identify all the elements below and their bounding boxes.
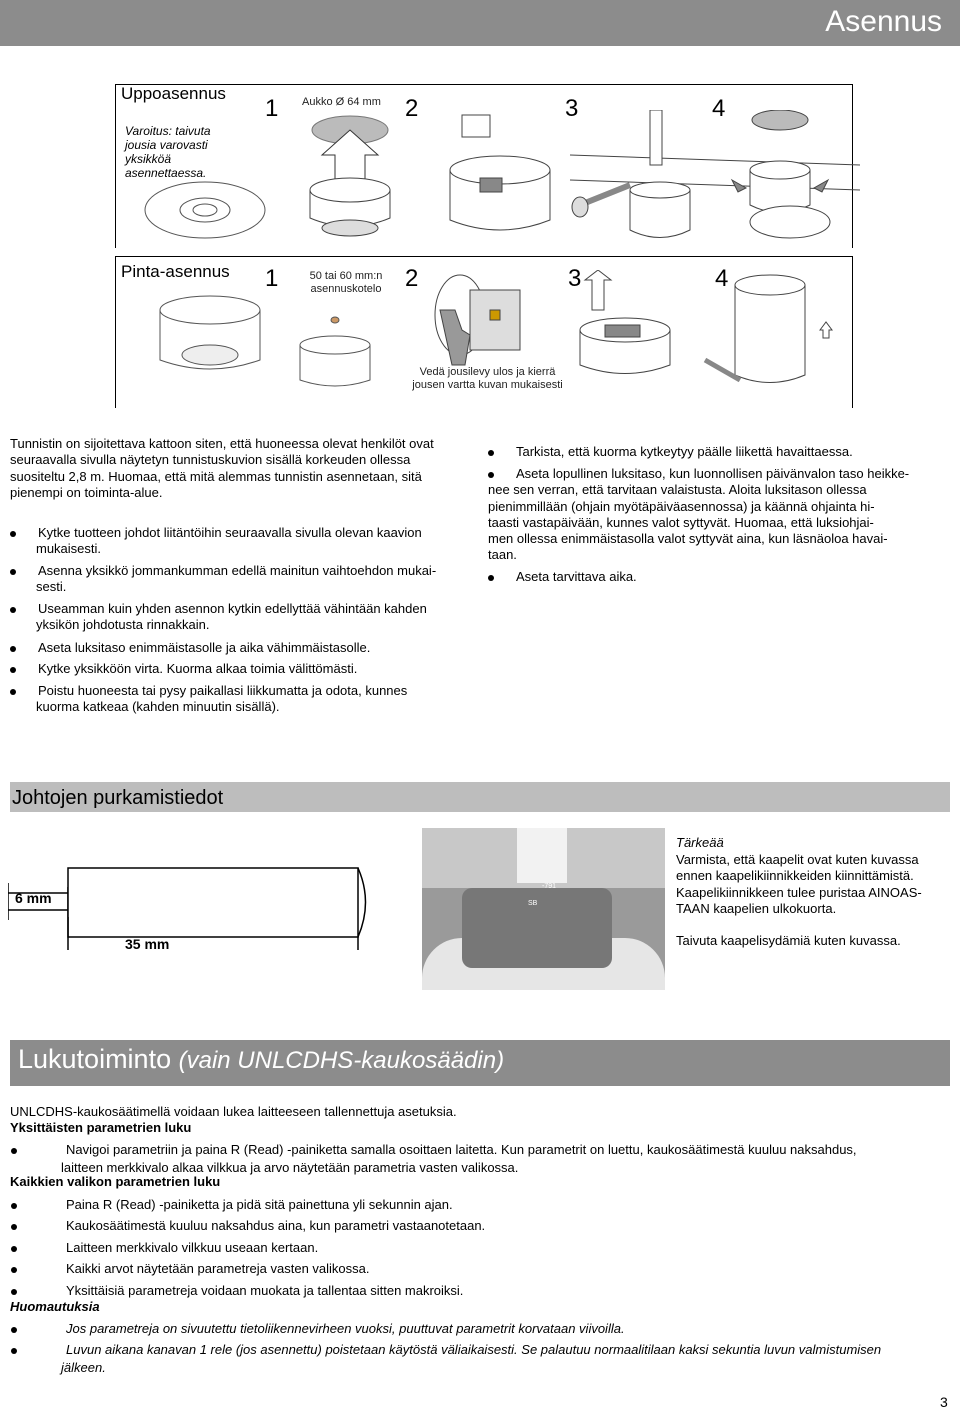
bullet-icon <box>11 1289 17 1295</box>
uppoasennus-warning: Varoitus: taivuta jousia varovasti yksikköä asennettaessa. <box>125 124 211 180</box>
uppo-step-3-number: 3 <box>565 95 579 122</box>
pinta-step-3-number: 3 <box>568 265 582 292</box>
pinta-step-2-number: 2 <box>405 265 419 292</box>
wiring-section-title: Johtojen purkamistiedot <box>12 787 224 809</box>
header-bar <box>0 0 960 46</box>
final-sensor-icon <box>705 275 832 383</box>
cable-strip-diagram <box>8 855 378 965</box>
bullet-icon <box>488 450 494 456</box>
left-bullet-3: Useamman kuin yhden asennon kytkin edellyttää vähintään kahden yksikön johdotusta rinnakkain. <box>38 601 478 634</box>
left-bullet-4: Aseta luksitaso enimmäistasolle ja aika vähimmäistasolle. <box>38 640 478 656</box>
note-1: Jos parametreja on sivuutettu tietoliikennevirheen vuoksi, puuttuvat parametrit korvataan viivoilla. <box>66 1320 625 1338</box>
page-title: Asennus <box>825 5 942 38</box>
bullet-icon <box>488 472 494 478</box>
cable-photo <box>422 828 665 990</box>
bullet-icon <box>10 607 16 613</box>
important-note: Tärkeää Varmista, että kaapelit ovat kuten kuvassa ennen kaapelikiinnikkeiden kiinnittämistä. Kaapelikiinnikkeen tulee puristaa AINOAS- TAAN kaapelien ulkokuorta. <box>676 835 922 916</box>
all-param-bullet-4: Kaikki arvot näytetään parametreja vasten valikossa. <box>66 1260 370 1278</box>
bullet-icon <box>10 531 16 537</box>
readout-section-title: Lukutoiminto (vain UNLCDHS-kaukosäädin) <box>18 1044 505 1074</box>
left-bullet-2: Asenna yksikkö jommankumman edellä mainitun vaihtoehdon mukai- sesti. <box>38 563 478 596</box>
notes-title: Huomautuksia <box>10 1299 100 1314</box>
pinta-step-2-caption: Vedä jousilevy ulos ja kierrä jousen vartta kuvan mukaisesti <box>412 366 563 391</box>
photo-label-sb: SB <box>528 900 538 907</box>
left-bullet-6: Poistu huoneesta tai pysy paikallasi liikkumatta ja odota, kunnes kuorma katkeaa (kahden minuutin sisällä). <box>38 683 478 716</box>
sensor-disk-icon <box>145 182 265 238</box>
surface-sensor-icon <box>160 296 260 369</box>
wired-sensor-icon <box>580 270 670 374</box>
pinta-asennus-title: Pinta-asennus <box>121 262 230 281</box>
uppo-step-2-number: 2 <box>405 95 419 122</box>
all-param-bullet-3: Laitteen merkkivalo vilkkuu useaan kertaan. <box>66 1239 318 1257</box>
hole-arrow-icon <box>310 116 390 236</box>
dim-35mm-label: 35 mm <box>125 936 170 952</box>
intro-paragraph: Tunnistin on sijoitettava kattoon siten, että huoneessa olevat henkilöt ovat seuraavalla sivulla näytetyn tunnistuskuvion sisällä korkeuden ollessa suositeltu 2,8 m. Huomaa, että mitä alemmas tunnistin asennetaan, sitä pienempi on toiminta-alue. <box>10 436 434 500</box>
pinta-step-1-caption: 50 tai 60 mm:n asennuskotelo <box>309 270 383 295</box>
bullet-icon <box>10 646 16 652</box>
all-param-bullet-5: Yksittäisiä parametreja voidaan muokata ja tallentaa sitten makroiksi. <box>66 1282 463 1300</box>
right-bullet-3: Aseta tarvittava aika. <box>516 569 946 585</box>
mounted-sensor-icon <box>732 110 830 238</box>
junction-box-icon <box>300 317 370 386</box>
spring-plate-icon <box>435 275 520 365</box>
bend-note: Taivuta kaapelisydämiä kuten kuvassa. <box>676 933 901 948</box>
bullet-icon <box>11 1203 17 1209</box>
uppo-step-4-number: 4 <box>712 95 726 122</box>
readout-section-band <box>10 1040 950 1086</box>
readout-intro: UNLCDHS-kaukosäätimellä voidaan lukea laitteeseen tallennettuja asetuksia. <box>10 1104 457 1119</box>
bullet-icon <box>11 1224 17 1230</box>
note-2: Luvun aikana kanavan 1 rele (jos asennettu) poistetaan käytöstä väliaikaisesti. Se palautuu normaalitilaan kaksi sekuntia luvun valmistumisen jälkeen. <box>66 1341 956 1377</box>
bullet-icon <box>11 1246 17 1252</box>
all-param-bullet-1: Paina R (Read) -painiketta ja pidä sitä painettuna yli sekunnin ajan. <box>66 1196 453 1214</box>
bullet-icon <box>11 1348 17 1354</box>
bullet-icon <box>11 1267 17 1273</box>
pinta-asennus-illustration <box>140 270 860 402</box>
bullet-icon <box>11 1148 17 1154</box>
single-param-title: Yksittäisten parametrien luku <box>10 1120 192 1135</box>
bullet-icon <box>11 1327 17 1333</box>
right-bullet-1: Tarkista, että kuorma kytkeytyy päälle liikettä havaittaessa. <box>516 444 946 460</box>
uppo-step-1-number: 1 <box>265 95 279 122</box>
bullet-icon <box>488 575 494 581</box>
all-param-bullet-2: Kaukosäätimestä kuuluu naksahdus aina, kun parametri vastaanotetaan. <box>66 1217 485 1235</box>
pinta-step-4-number: 4 <box>715 265 729 292</box>
bullet-icon <box>10 689 16 695</box>
uppoasennus-title: Uppoasennus <box>121 84 226 103</box>
wiring-sensor-icon <box>450 115 550 230</box>
left-bullet-5: Kytke yksikköön virta. Kuorma alkaa toimia välittömästi. <box>38 661 478 677</box>
photo-label-791: -791 <box>542 883 557 890</box>
uppo-step-1-caption: Aukko Ø 64 mm <box>302 96 381 108</box>
bullet-icon <box>10 667 16 673</box>
wiring-section-band <box>10 782 950 812</box>
uppoasennus-illustration <box>140 110 860 250</box>
bullet-icon <box>10 569 16 575</box>
pinta-step-1-number: 1 <box>265 265 279 292</box>
single-param-bullet: Navigoi parametriin ja paina R (Read) -painiketta samalla osoittaen laitetta. Kun parametrit on luettu, kaukosäätimestä kuuluu naksahdus, laitteen merkkivalo alkaa vilkkua ja arvo näytetään parametria vasten valikossa. <box>66 1141 956 1177</box>
left-bullet-1: Kytke tuotteen johdot liitäntöihin seuraavalla sivulla olevan kaavion mukaisesti. <box>38 525 478 558</box>
dim-6mm-label: 6 mm <box>15 890 52 906</box>
all-param-title: Kaikkien valikon parametrien luku <box>10 1174 221 1189</box>
right-bullet-2: Aseta lopullinen luksitaso, kun luonnollisen päivänvalon taso heikke- nee sen verran, että tarvitaan valaistusta. Aloita luksitason ollessa pienimmillään (ohjain myötäpäiväasennossa) ja käännä ohjainta hi- taasti vastapäivään, kunnes valot syttyvät. Huomaa, että luksiohjai- men ollessa enimmäistasolla valot syttyvät aina, kun läsnäoloa havai- taan. <box>488 466 910 563</box>
page-number: 3 <box>940 1394 948 1410</box>
